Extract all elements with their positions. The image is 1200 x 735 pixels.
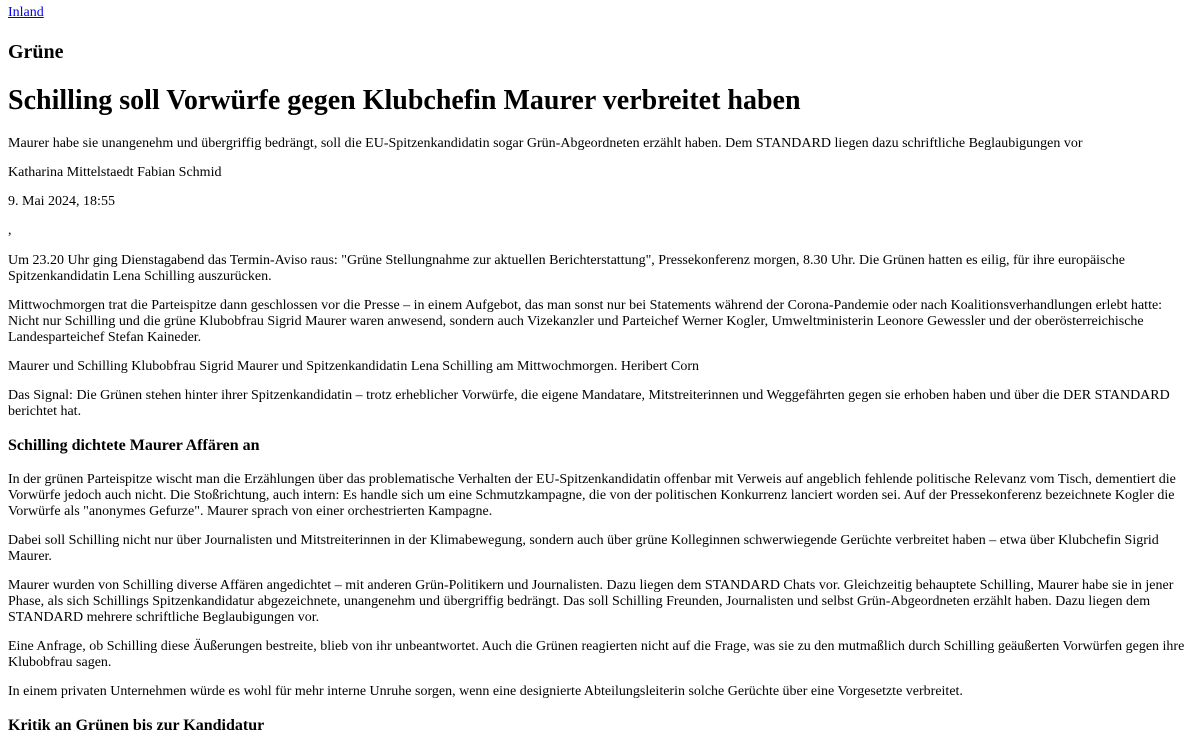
body-paragraph: Dabei soll Schilling nicht nur über Journalisten und Mitstreiterinnen in der Klimabewegung, sondern auch über grüne Kolleginnen schwerwiegende Gerüchte verbreitet haben – etwa über Klubchefin Sigrid Maurer. bbox=[8, 533, 1159, 564]
section-link-inland[interactable]: Inland bbox=[8, 5, 44, 20]
body-paragraph: Eine Anfrage, ob Schilling diese Äußerungen bestreite, blieb von ihr unbeantwortet. Auch die Grünen reagierten nicht auf die Frage, was sie zu den mutmaßlich durch Schilling geäußerten Vorwürfen gegen ihre Klubobfrau sagen. bbox=[8, 639, 1185, 670]
body-paragraph: Das Signal: Die Grünen stehen hinter ihrer Spitzenkandidatin – trotz erheblicher Vorwürfe, die eigene Mandatare, Mitstreiterinnen und Weggefährten gegen sie erhoben haben und über die DER STANDARD berichtet hat. bbox=[8, 388, 1170, 419]
article-page bbox=[0, 4, 1200, 735]
subheading-2: Kritik an Grünen bis zur Kandidatur bbox=[8, 717, 265, 734]
stray-comma: , bbox=[8, 223, 12, 238]
body-paragraph: Maurer wurden von Schilling diverse Affären angedichtet – mit anderen Grün-Politikern und Journalisten. Dazu liegen dem STANDARD Chats vor. Gleichzeitig behauptete Schilling, Maurer habe sie in jener Phase, als sich Schillings Spitzenkandidatur abgezeichnete, unangenehm und übergriffig bedrängt. Das soll Schilling Freunden, Journalisten und selbst Grün-Abgeordneten erzählt haben. Dazu liegen dem STANDARD mehrere schriftliche Beglaubigungen vor. bbox=[8, 578, 1174, 625]
image-caption: Maurer und Schilling Klubobfrau Sigrid Maurer und Spitzenkandidatin Lena Schilling am Mittwochmorgen. Heribert Corn bbox=[8, 359, 700, 374]
subheading-1: Schilling dichtete Maurer Affären an bbox=[8, 437, 260, 454]
body-paragraph: In der grünen Parteispitze wischt man die Erzählungen über das problematische Verhalten der EU-Spitzenkandidatin offenbar mit Verweis auf angeblich fehlende politische Relevanz vom Tisch, dementiert die Vorwürfe jedoch auch nicht. Die Stoßrichtung, auch intern: Es handle sich um eine Schmutzkampagne, die von der politischen Konkurrenz lanciert worden sei. Auf der Pressekonferenz bezeichnete Kogler die Vorwürfe als "anonymes Gefurze". Maurer sprach von einer orchestrierten Kampagne. bbox=[8, 472, 1176, 519]
body-paragraph: Mittwochmorgen trat die Parteispitze dann geschlossen vor die Presse – in einem Aufgebot, das man sonst nur bei Statements während der Corona-Pandemie oder nach Koalitionsverhandlungen erlebt hatte: Nicht nur Schilling und die grüne Klubobfrau Sigrid Maurer waren anwesend, sondern auch Vizekanzler und Parteichef Werner Kogler, Umweltministerin Leonore Gewessler und der oberösterreichische Landesparteichef Stefan Kaineder. bbox=[8, 298, 1163, 345]
article-kicker: Grüne bbox=[8, 41, 64, 63]
article-authors: Katharina Mittelstaedt Fabian Schmid bbox=[8, 165, 222, 180]
article-lead: Maurer habe sie unangenehm und übergriffig bedrängt, soll die EU-Spitzenkandidatin sogar Grün-Abgeordneten erzählt haben. Dem STANDARD liegen dazu schriftliche Beglaubigungen vor bbox=[8, 136, 1083, 151]
article-date: 9. Mai 2024, 18:55 bbox=[8, 194, 115, 209]
article-headline: Schilling soll Vorwürfe gegen Klubchefin Maurer verbreitet haben bbox=[8, 85, 801, 116]
body-paragraph: In einem privaten Unternehmen würde es wohl für mehr interne Unruhe sorgen, wenn eine designierte Abteilungsleiterin solche Gerüchte über eine Vorgesetzte verbreitet. bbox=[8, 684, 963, 699]
body-paragraph: Um 23.20 Uhr ging Dienstagabend das Termin-Aviso raus: "Grüne Stellungnahme zur aktuellen Berichterstattung", Pressekonferenz morgen, 8.30 Uhr. Die Grünen hatten es eilig, für ihre europäische Spitzenkandidatin Lena Schilling auszurücken. bbox=[8, 253, 1125, 284]
